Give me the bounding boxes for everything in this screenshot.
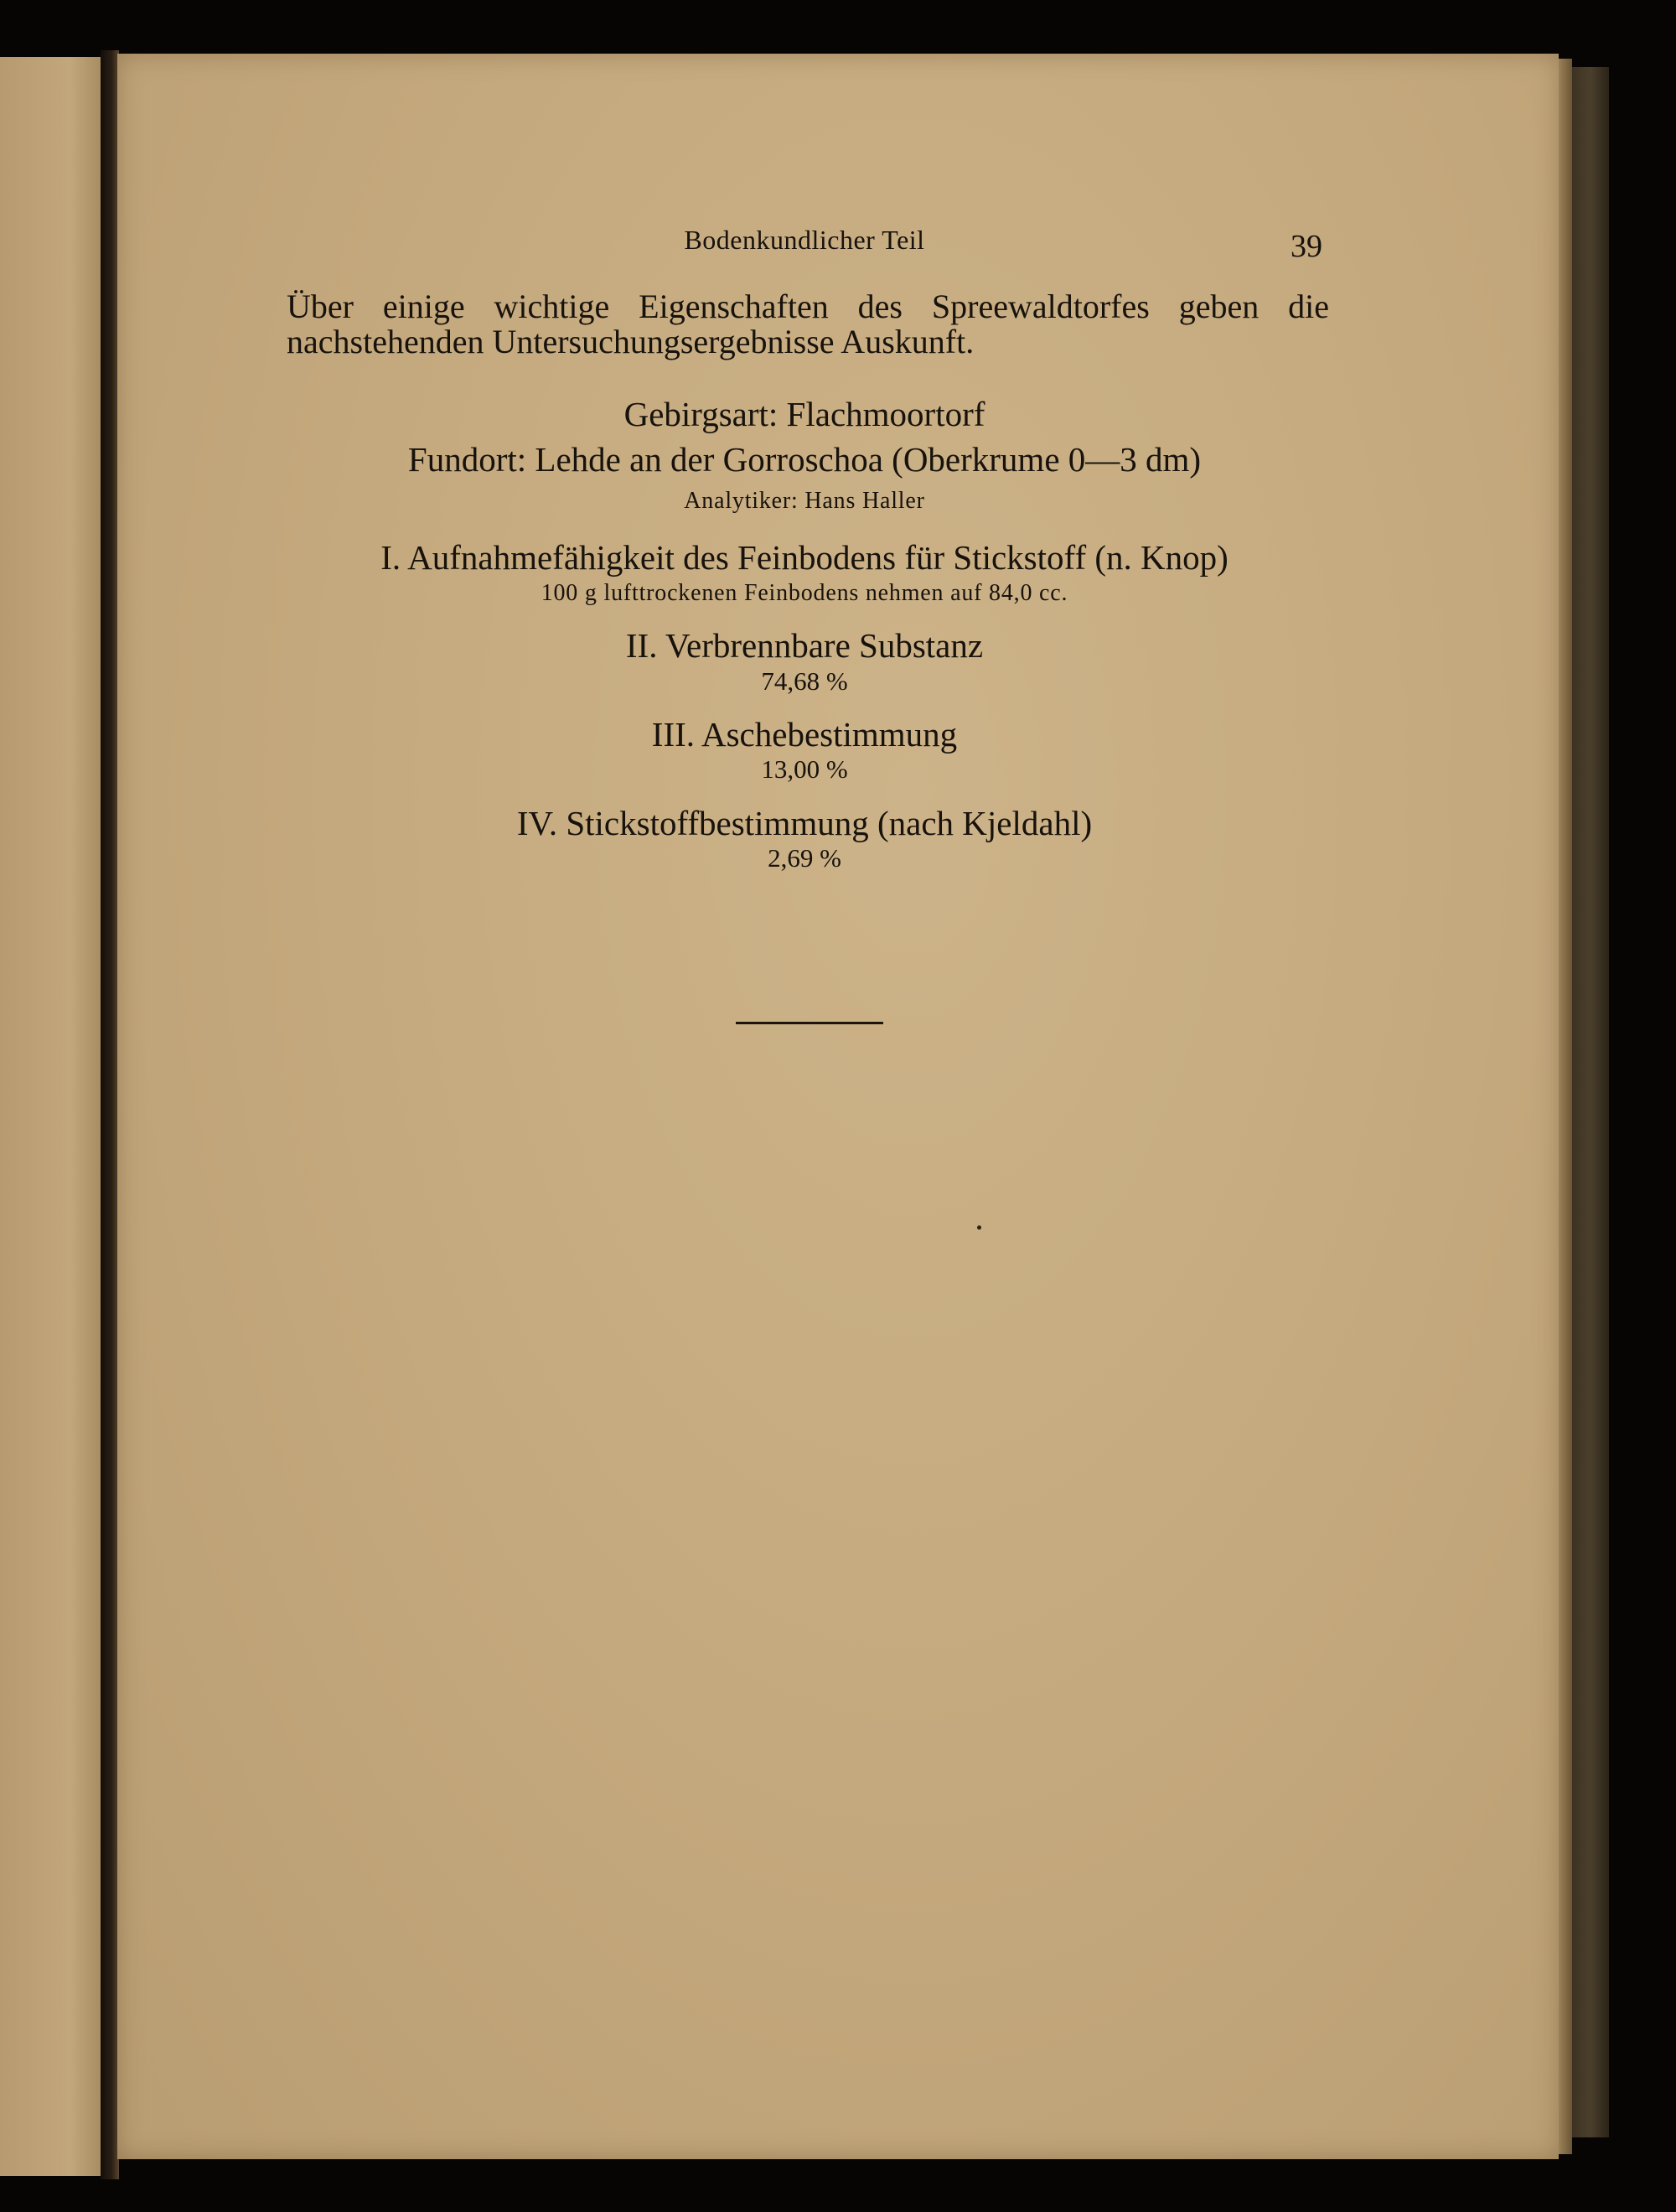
book-gutter <box>101 50 119 2179</box>
left-page-edge <box>0 57 101 2176</box>
section-value: 2,69 % <box>768 843 841 873</box>
rock-type-heading: Gebirgsart: Flachmoortorf <box>623 395 985 433</box>
section-heading: III. Aschebestimmung <box>651 715 958 754</box>
section-heading: IV. Stickstoffbestimmung (nach Kjeldahl) <box>516 804 1093 842</box>
cover-board <box>1572 67 1609 2137</box>
page-edge <box>1559 59 1572 2154</box>
page-number: 39 <box>1291 229 1322 264</box>
section-heading: II. Verbrennbare Substanz <box>625 626 984 665</box>
intro-paragraph: Über einige wichtige Eigenschaften des Spreewaldtorfes geben die nachstehenden Untersuchungsergebnisse Auskunft. <box>287 288 1329 360</box>
section-value: 13,00 % <box>761 754 848 784</box>
section-heading: I. Aufnahmefähigkeit des Feinbodens für Stickstoff (n. Knop) <box>380 538 1229 577</box>
closing-rule <box>736 1022 883 1024</box>
running-head: Bodenkundlicher Teil <box>684 225 925 255</box>
location-heading: Fundort: Lehde an der Gorroschoa (Oberkrume 0—3 dm) <box>407 440 1202 479</box>
analyst-line: Analytiker: Hans Haller <box>684 488 925 514</box>
section-value: 100 g lufttrockenen Feinbodens nehmen auf 84,0 cc. <box>541 580 1068 606</box>
section-value: 74,68 % <box>761 666 848 696</box>
paper-speck <box>977 1225 981 1230</box>
page-sheet <box>117 54 1559 2159</box>
